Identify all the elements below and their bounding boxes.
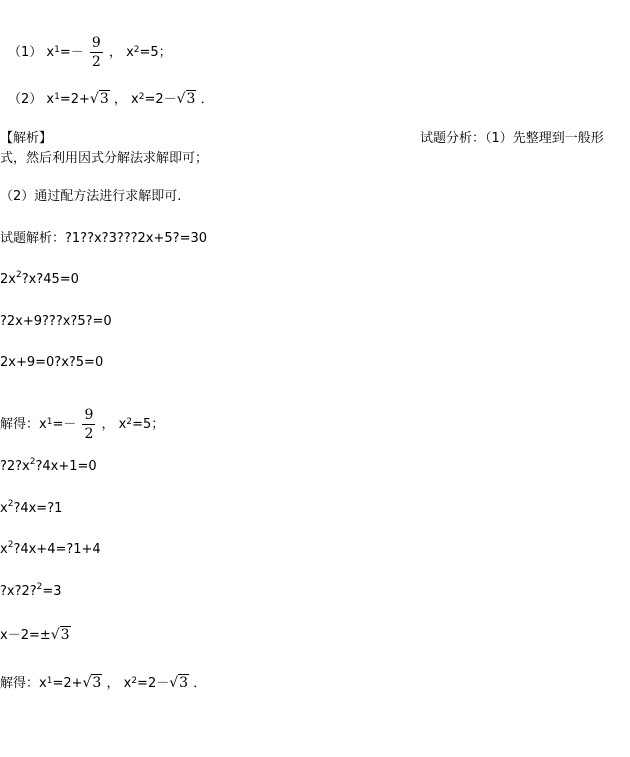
analysis-heading: 【解析】 bbox=[0, 131, 53, 146]
analysis-right: 试题分析：（1）先整理到一般形 bbox=[420, 131, 604, 146]
solution-step-6 bbox=[0, 458, 97, 477]
analysis-continued: 式，然后利用因式分解法求解即可； bbox=[0, 151, 209, 166]
solution-step-9 bbox=[0, 583, 62, 602]
step-text: =2－ bbox=[137, 676, 170, 691]
radicand: 3 bbox=[60, 627, 70, 643]
answer-2-eq: =2+ bbox=[59, 92, 90, 107]
step-text: ?x?45=0 bbox=[21, 272, 79, 287]
solution-step-3: ?2x+9???x?5?=0 bbox=[0, 314, 112, 329]
radicand: 3 bbox=[92, 675, 102, 691]
step-text: ?4x+1=0 bbox=[35, 459, 97, 474]
superscript: 2 bbox=[15, 270, 22, 280]
step-text: x－2=± bbox=[0, 628, 51, 643]
step-text: =3 bbox=[42, 584, 62, 599]
answer-1-end: =5； bbox=[139, 45, 172, 60]
analysis-line-2: （2）通过配方法进行求解即可. bbox=[0, 189, 182, 204]
subscript: 1 bbox=[46, 417, 53, 427]
sqrt-symbol: √3 bbox=[176, 91, 196, 107]
sqrt-symbol: √3 bbox=[169, 675, 189, 691]
step-text: ?4x+4=?1+4 bbox=[13, 542, 101, 557]
subscript: 2 bbox=[133, 45, 140, 55]
denominator: 2 bbox=[91, 54, 101, 70]
subscript: 1 bbox=[46, 676, 53, 686]
numerator: 9 bbox=[84, 407, 94, 423]
solution-step-8 bbox=[0, 541, 101, 560]
step-text: =5； bbox=[132, 417, 165, 432]
answer-2-text: （2） x bbox=[8, 92, 55, 107]
sqrt-symbol: √3 bbox=[89, 91, 109, 107]
superscript: 2 bbox=[7, 540, 14, 550]
solution-step-4: 2x+9=0?x?5=0 bbox=[0, 355, 104, 370]
superscript: 2 bbox=[36, 582, 43, 592]
radicand: 3 bbox=[179, 675, 189, 691]
step-text: ， x bbox=[101, 417, 127, 432]
answer-2-eq2: =2－ bbox=[144, 92, 177, 107]
fraction bbox=[82, 406, 95, 443]
numerator: 9 bbox=[91, 35, 101, 51]
denominator: 2 bbox=[84, 426, 94, 442]
superscript: 2 bbox=[7, 499, 14, 509]
subscript: 2 bbox=[138, 92, 145, 102]
subscript: 2 bbox=[131, 676, 138, 686]
step-text: ?2?x bbox=[0, 459, 30, 474]
step-text: ?x?2? bbox=[0, 584, 37, 599]
step-text: ． bbox=[193, 676, 207, 691]
radicand: 3 bbox=[99, 91, 109, 107]
answer-line-1 bbox=[8, 34, 172, 71]
solution-step-11 bbox=[0, 674, 206, 694]
step-text: x bbox=[0, 542, 8, 557]
solution-step-1: 试题解析：?1??x?3???2x+5?=30 bbox=[0, 231, 207, 246]
step-text: 解得：x bbox=[0, 676, 47, 691]
step-text: 2x bbox=[0, 272, 16, 287]
sqrt-symbol: √3 bbox=[50, 627, 70, 643]
answer-2-end: ． bbox=[200, 92, 214, 107]
subscript: 2 bbox=[126, 417, 133, 427]
radicand: 3 bbox=[186, 91, 196, 107]
superscript: 2 bbox=[29, 457, 36, 467]
answer-2-sep: ， x bbox=[113, 92, 139, 107]
answer-line-2 bbox=[8, 90, 214, 110]
answer-1-text: （1） x bbox=[8, 45, 55, 60]
answer-1-eq: =－ bbox=[59, 45, 84, 60]
step-text: =－ bbox=[52, 417, 77, 432]
subscript: 1 bbox=[54, 45, 60, 55]
solution-step-10 bbox=[0, 626, 71, 645]
solution-step-5 bbox=[0, 406, 164, 443]
step-text: 解得：x bbox=[0, 417, 47, 432]
answer-1-sep: ， x bbox=[108, 45, 134, 60]
step-text: x bbox=[0, 501, 8, 516]
subscript: 1 bbox=[54, 92, 60, 102]
solution-step-2 bbox=[0, 271, 79, 290]
sqrt-symbol: √3 bbox=[82, 675, 102, 691]
solution-step-7 bbox=[0, 500, 62, 519]
fraction bbox=[90, 34, 103, 71]
step-text: =2+ bbox=[52, 676, 83, 691]
step-text: ?4x=?1 bbox=[13, 501, 63, 516]
step-text: ， x bbox=[106, 676, 132, 691]
